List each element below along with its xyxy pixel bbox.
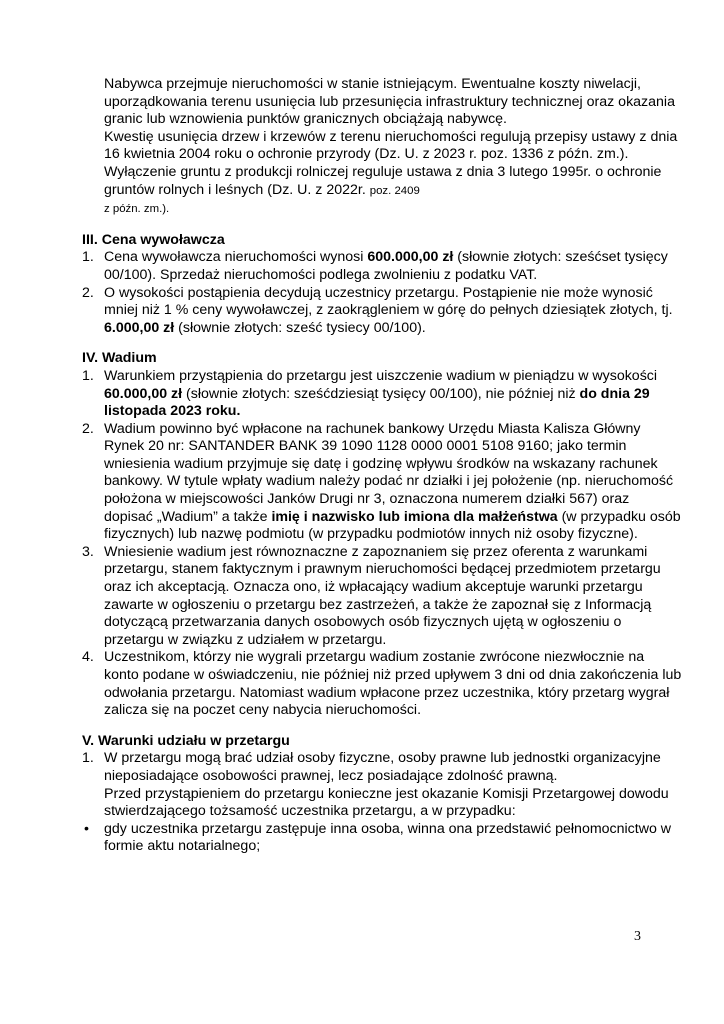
intro-paragraph-2-text: Kwestię usunięcia drzew i krzewów z terenu nieruchomości regulują przepisy ustawy z dnia 16 kwietnia 2004 roku o ochronie przyrody (Dz. U. z 2023 r. poz. 1336 z późn. zm.). Wyłączenie gruntu z produkcji rolniczej reguluje ustawa z dnia 3 lutego 1995r. o ochronie gruntów rolnych i leśnych (Dz. U. z 2022r. xyxy=(104,128,678,198)
list-item-number: 1. xyxy=(82,249,94,266)
list-item-text: W przetargu mogą brać udział osoby fizyczne, osoby prawne lub jednostki organizacyjne nieposiadające osobowości prawnej, lecz posiadające zdolność prawną. xyxy=(104,750,661,784)
intro-paragraph-2-small-end: z późn. zm.). xyxy=(104,203,170,216)
bullet-symbol: • xyxy=(84,820,89,837)
list-item-number: 2. xyxy=(82,420,94,437)
bullet-item xyxy=(82,821,682,856)
list-item-bold: do dnia 29 listopada 2023 roku. xyxy=(104,385,650,420)
list-item-text: O wysokości postąpienia decydują uczestnicy przetargu. Postąpienie nie może wynosić mniej niż 1 % ceny wywoławczej, z zaokrągleniem w górę do pełnych dziesiątek złotych, tj. xyxy=(104,284,673,319)
section-5-heading: V. Warunki udziału w przetargu xyxy=(82,732,290,749)
page-number: 3 xyxy=(634,929,641,944)
page-content xyxy=(82,76,682,856)
intro-paragraph-1: Nabywca przejmuje nieruchomości w stanie istniejącym. Ewentualne koszty niwelacji, uporządkowania terenu usunięcia lub przesunięcia infrastruktury technicznej oraz okazania granic lub wznowienia punktów granicznych obciążają nabywcę. xyxy=(104,76,675,128)
list-item-text: (słownie złotych: sześć tysiecy 00/100). xyxy=(174,319,426,336)
list-item-bold: 60.000,00 zł xyxy=(104,385,183,402)
list-item-text: Wniesienie wadium jest równoznaczne z zapoznaniem się przez oferenta z warunkami przetargu, stanem faktycznym i prawnym nieruchomości będącej przedmiotem przetargu oraz ich akceptacją. Oznacza ono, iż wpłacający wadium akceptuje warunki przetargu zawarte w ogłoszeniu o przetargu bez zastrzeżeń, a także że zapoznał się z Informacją dotyczącą przetwarzania danych osobowych osób fizycznych ujętą w ogłoszeniu o przetargu w związku z udziałem w przetargu. xyxy=(104,543,661,648)
section-3-list xyxy=(82,249,682,337)
intro-block xyxy=(82,76,682,219)
list-item-number: 4. xyxy=(82,649,94,666)
section-3-heading: III. Cena wywoławcza xyxy=(82,231,225,248)
bullet-text: gdy uczestnika przetargu zastępuje inna osoba, winna ona przedstawić pełnomocnictwo w formie aktu notarialnego; xyxy=(104,820,672,855)
section-5-list xyxy=(82,750,682,785)
list-item xyxy=(82,750,682,785)
list-item xyxy=(82,544,682,650)
list-item-bold: 600.000,00 zł xyxy=(367,249,454,266)
list-item xyxy=(82,649,682,719)
intro-paragraph-2 xyxy=(104,129,682,219)
list-item-bold: 6.000,00 zł xyxy=(104,319,175,336)
list-item xyxy=(82,249,682,284)
section-4-heading: IV. Wadium xyxy=(82,350,157,367)
list-item-number: 1. xyxy=(82,367,94,384)
list-item-number: 1. xyxy=(82,750,94,767)
list-item-number: 2. xyxy=(82,284,94,301)
list-item-text: (słownie złotych: sześćdziesiąt tysięcy 00/100), nie później niż xyxy=(182,385,580,402)
list-item-text: Uczestnikom, którzy nie wygrali przetargu wadium zostanie zwrócone niezwłocznie na konto podane w oświadczeniu, nie później niż przed upływem 3 dni od dnia zakończenia lub odwołania przetargu. Natomiast wadium wpłacone przez uczestnika, który przetarg wygrał zalicza się na poczet ceny nabycia nieruchomości. xyxy=(104,649,682,719)
list-item-number: 3. xyxy=(82,543,94,560)
list-item xyxy=(82,421,682,544)
list-item-text: Wadium powinno być wpłacone na rachunek bankowy Urzędu Miasta Kalisza Główny Rynek 20 nr: SANTANDER BANK 39 1090 1128 0000 0001 5108 9160; jako termin wniesienia wadium przyjmuje się datę i godzinę wpływu środków na wskazany rachunek bankowy. W tytule wpłaty wadium należy podać nr działki i jej położenie (np. nieruchomość położona w miejscowości Janków Drugi nr 3, oznaczona numerem działki 567) oraz dopisać „Wadium” a także xyxy=(104,420,674,525)
section-5-continuation: Przed przystąpieniem do przetargu konieczne jest okazanie Komisji Przetargowej dowodu stwierdzającego tożsamość uczestnika przetargu, a w przypadku: xyxy=(104,785,669,820)
list-item-text: Cena wywoławcza nieruchomości wynosi xyxy=(104,249,368,266)
section-4-list xyxy=(82,368,682,720)
section-5-bullets xyxy=(82,821,682,856)
intro-paragraph-2-small: poz. 2409 xyxy=(369,184,420,197)
list-item xyxy=(82,368,682,421)
list-item-text: (w przypadku osób fizycznych) lub nazwę podmiotu (w przypadku podmiotów innych niż osoby fizyczne). xyxy=(104,508,681,543)
list-item-bold: imię i nazwisko lub imiona dla małżeństwa xyxy=(271,508,558,525)
list-item-text: (słownie złotych: sześćset tysięcy 00/100). Sprzedaż nieruchomości podlega zwolnieniu z podatku VAT. xyxy=(104,249,668,283)
list-item xyxy=(82,285,682,338)
list-item-text: Warunkiem przystąpienia do przetargu jest uiszczenie wadium w pieniądzu w wysokości xyxy=(104,367,658,384)
